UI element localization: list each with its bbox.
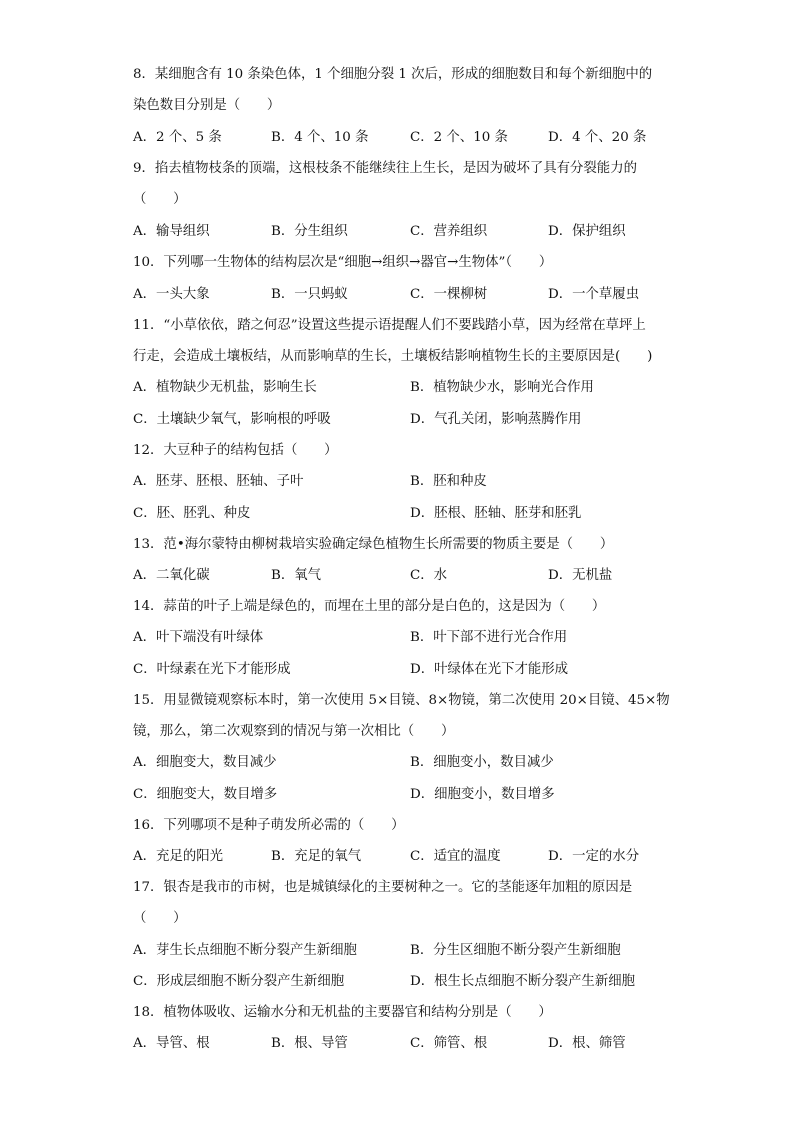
question-16-option-c: C．适宜的温度 — [410, 849, 501, 864]
question-13-option-b: B．氧气 — [271, 568, 322, 583]
question-9-option-b: B．分生组织 — [271, 224, 348, 239]
question-14-option-b: B．叶下部不进行光合作用 — [410, 630, 568, 645]
question-15-option-b: B．细胞变小，数目减少 — [410, 755, 554, 770]
question-15-option-c: C．细胞变大，数目增多 — [133, 787, 278, 802]
question-12-option-d: D．胚根、胚轴、胚芽和胚乳 — [410, 506, 582, 521]
question-15-line-2: 镜，那么，第二次观察到的情况与第一次相比（ ） — [133, 724, 455, 739]
question-17-option-d: D．根生长点细胞不断分裂产生新细胞 — [410, 974, 635, 989]
question-10-line-1: 10．下列哪一生物体的结构层次是“细胞→组织→器官→生物体”（ ） — [133, 255, 553, 270]
question-15-option-d: D．细胞变小，数目增多 — [410, 787, 555, 802]
question-8-line-1: 8．某细胞含有 10 条染色体，1 个细胞分裂 1 次后，形成的细胞数目和每个新细胞中的 — [133, 67, 653, 82]
question-15-line-1: 15．用显微镜观察标本时，第一次使用 5×目镜、8×物镜，第二次使用 20×目镜、45×物 — [133, 693, 670, 708]
question-9-option-a: A．输导组织 — [133, 224, 210, 239]
question-9-line-1: 9．掐去植物枝条的顶端，这根枝条不能继续往上生长，是因为破坏了具有分裂能力的 — [133, 161, 637, 176]
question-17-option-a: A．芽生长点细胞不断分裂产生新细胞 — [133, 943, 357, 958]
question-16-option-b: B．充足的氧气 — [271, 849, 362, 864]
question-10-option-b: B．一只蚂蚁 — [271, 287, 348, 302]
question-17-line-1: 17．银杏是我市的市树，也是城镇绿化的主要树种之一。它的茎能逐年加粗的原因是 — [133, 880, 633, 895]
question-14-option-d: D．叶绿体在光下才能形成 — [410, 662, 569, 677]
question-10-option-a: A．一头大象 — [133, 287, 210, 302]
question-12-option-a: A．胚芽、胚根、胚轴、子叶 — [133, 474, 304, 489]
question-13-option-d: D．无机盐 — [548, 568, 613, 583]
question-14-option-a: A．叶下端没有叶绿体 — [133, 630, 264, 645]
question-14-line-1: 14．蒜苗的叶子上端是绿色的，而埋在土里的部分是白色的，这是因为（ ） — [133, 599, 606, 614]
question-11-line-2: 行走，会造成土壤板结，从而影响草的生长，土壤板结影响植物生长的主要原因是( ) — [133, 349, 653, 364]
question-17-line-2: （ ） — [133, 911, 187, 926]
question-11-line-1: 11．“小草依依，踏之何忍”设置这些提示语提醒人们不要践踏小草，因为经常在草坪上 — [133, 318, 646, 333]
question-15-option-a: A．细胞变大，数目减少 — [133, 755, 277, 770]
question-16-option-a: A．充足的阳光 — [133, 849, 224, 864]
question-11-option-c: C．土壤缺少氧气，影响根的呼吸 — [133, 412, 331, 427]
question-18-option-c: C．筛管、根 — [410, 1036, 488, 1051]
question-8-option-c: C．2 个、10 条 — [410, 130, 508, 145]
question-10-option-c: C．一棵柳树 — [410, 287, 488, 302]
question-12-line-1: 12．大豆种子的结构包括（ ） — [133, 443, 338, 458]
question-10-option-d: D．一个草履虫 — [548, 287, 640, 302]
question-11-option-b: B．植物缺少水，影响光合作用 — [410, 380, 594, 395]
question-8-option-d: D．4 个、20 条 — [548, 130, 647, 145]
question-11-option-d: D．气孔关闭，影响蒸腾作用 — [410, 412, 582, 427]
question-13-line-1: 13．范•海尔蒙特由柳树栽培实验确定绿色植物生长所需要的物质主要是（ ） — [133, 537, 614, 552]
question-16-line-1: 16．下列哪项不是种子萌发所必需的（ ） — [133, 818, 405, 833]
question-9-option-c: C．营养组织 — [410, 224, 488, 239]
question-9-option-d: D．保护组织 — [548, 224, 626, 239]
question-18-line-1: 18．植物体吸收、运输水分和无机盐的主要器官和结构分别是（ ） — [133, 1005, 552, 1020]
question-8-option-b: B．4 个、10 条 — [271, 130, 369, 145]
question-13-option-a: A．二氧化碳 — [133, 568, 210, 583]
question-18-option-d: D．根、筛管 — [548, 1036, 626, 1051]
question-14-option-c: C．叶绿素在光下才能形成 — [133, 662, 291, 677]
question-12-option-c: C．胚、胚乳、种皮 — [133, 506, 251, 521]
question-18-option-a: A．导管、根 — [133, 1036, 210, 1051]
question-17-option-c: C．形成层细胞不断分裂产生新细胞 — [133, 974, 345, 989]
question-13-option-c: C．水 — [410, 568, 448, 583]
question-8-line-2: 染色数目分别是（ ） — [133, 98, 281, 113]
question-12-option-b: B．胚和种皮 — [410, 474, 487, 489]
question-16-option-d: D．一定的水分 — [548, 849, 640, 864]
question-8-option-a: A．2 个、5 条 — [133, 130, 222, 145]
question-17-option-b: B．分生区细胞不断分裂产生新细胞 — [410, 943, 621, 958]
question-11-option-a: A．植物缺少无机盐，影响生长 — [133, 380, 317, 395]
question-18-option-b: B．根、导管 — [271, 1036, 348, 1051]
question-9-line-2: （ ） — [133, 192, 187, 207]
